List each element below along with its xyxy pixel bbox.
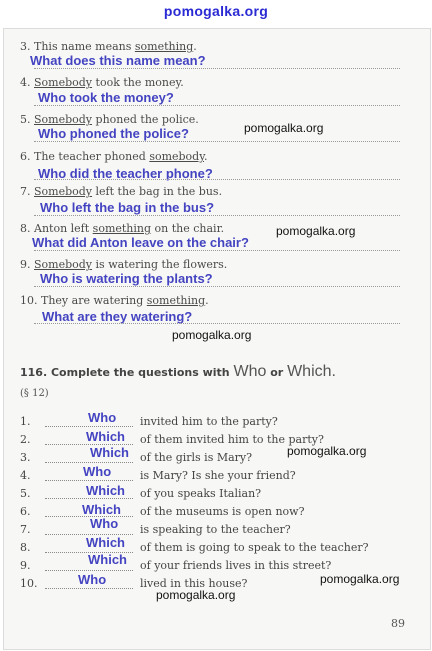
item-number: 7. (20, 185, 31, 198)
item-underlined: something (134, 40, 194, 53)
item-text-post: took the money. (92, 76, 184, 89)
item-underlined: Somebody (34, 185, 93, 198)
question-number: 1. (20, 415, 31, 428)
answer-text: Who is watering the plants? (40, 271, 213, 286)
question-answer: Who (78, 572, 107, 587)
exercise-number: 116. (20, 366, 48, 379)
exercise-item (20, 76, 184, 89)
item-number: 5. (20, 113, 31, 126)
question-text: of the museums is open now? (140, 505, 305, 518)
answer-text: Who phoned the police? (38, 126, 189, 141)
question-text: of them is going to speak to the teacher? (140, 541, 369, 554)
question-answer: Who (88, 410, 117, 425)
question-text: of the girls is Mary? (140, 451, 253, 464)
exercise-heading (20, 363, 336, 381)
question-number: 10. (20, 577, 38, 590)
exercise-item (20, 294, 209, 307)
answer-text: Who did the teacher phone? (38, 166, 213, 181)
answer-text: Who took the money? (38, 90, 174, 105)
page-number: 89 (391, 617, 405, 630)
question-number: 5. (20, 487, 31, 500)
question-number: 3. (20, 451, 31, 464)
exercise-item (20, 113, 199, 126)
question-text: is speaking to the teacher? (140, 523, 291, 536)
answer-blank (45, 480, 133, 481)
item-number: 3. (20, 40, 31, 53)
answer-text: Who left the bag in the bus? (40, 200, 215, 215)
answer-blank (45, 426, 133, 427)
answer-text: What are they watering? (42, 309, 193, 324)
item-underlined: something (92, 222, 152, 235)
item-number: 6. (20, 150, 31, 163)
answer-line (34, 286, 400, 287)
question-text: lived in this house? (140, 577, 248, 590)
item-underlined: Somebody (34, 76, 93, 89)
watermark: pomogalka.org (320, 572, 400, 586)
item-number: 8. (20, 222, 31, 235)
keyword-or: or (270, 366, 284, 379)
keyword-which: Which. (287, 363, 336, 380)
question-answer: Which (82, 502, 121, 517)
question-number: 4. (20, 469, 31, 482)
exercise-item (20, 40, 197, 53)
question-number: 8. (20, 541, 31, 554)
grammar-reference: (§ 12) (20, 388, 49, 399)
question-answer: Which (86, 429, 125, 444)
item-text-post: left the bag in the bus. (92, 185, 223, 198)
item-text-post: phoned the police. (92, 113, 199, 126)
item-text-post: . (203, 150, 208, 163)
item-text-post: on the chair. (151, 222, 225, 235)
question-number: 7. (20, 523, 31, 536)
question-answer: Who (90, 516, 119, 531)
answer-line (34, 250, 400, 251)
exercise-item (20, 222, 224, 235)
question-answer: Which (86, 483, 125, 498)
exercise-instruction: Complete the questions with (50, 366, 230, 379)
answer-line (34, 215, 400, 216)
answer-blank (45, 498, 133, 499)
answer-line (34, 68, 400, 69)
question-text: of them invited him to the party? (140, 433, 324, 446)
item-text-post: is watering the flowers. (92, 258, 228, 271)
exercise-item (20, 185, 222, 198)
answer-blank (45, 462, 133, 463)
watermark: pomogalka.org (172, 328, 252, 342)
watermark: pomogalka.org (244, 121, 324, 135)
question-text: of your friends lives in this street? (140, 559, 332, 572)
item-underlined: something (146, 294, 206, 307)
item-number: 10. (20, 294, 38, 307)
item-text-post: . (193, 40, 197, 53)
item-text-pre: Anton left (34, 222, 93, 235)
item-number: 4. (20, 76, 31, 89)
answer-line (34, 141, 400, 142)
item-text-pre: The teacher phoned (34, 150, 150, 163)
answer-text: What does this name mean? (30, 53, 206, 68)
answer-line (34, 105, 400, 106)
question-number: 6. (20, 505, 31, 518)
item-underlined: Somebody (34, 113, 93, 126)
question-answer: Which (90, 445, 129, 460)
question-text: invited him to the party? (140, 415, 278, 428)
exercise-item (20, 258, 227, 271)
question-text: is Mary? Is she your friend? (140, 469, 296, 482)
site-header: pomogalka.org (163, 3, 269, 19)
exercise-item (20, 150, 207, 163)
item-number: 9. (20, 258, 31, 271)
item-underlined: Somebody (34, 258, 93, 271)
keyword-who: Who (233, 363, 267, 380)
answer-blank (45, 588, 133, 589)
item-text-pre: They are watering (41, 294, 147, 307)
watermark: pomogalka.org (276, 224, 356, 238)
watermark: pomogalka.org (287, 444, 367, 458)
question-number: 2. (20, 433, 31, 446)
item-text-pre: This name means (34, 40, 135, 53)
question-answer: Which (88, 552, 127, 567)
answer-blank (45, 570, 133, 571)
question-answer: Who (83, 464, 112, 479)
watermark: pomogalka.org (156, 588, 236, 602)
item-underlined: somebody (149, 150, 204, 163)
item-text-post: . (205, 294, 209, 307)
question-answer: Which (86, 535, 125, 550)
answer-line (34, 179, 400, 180)
question-text: of you speaks Italian? (140, 487, 262, 500)
answer-line (34, 323, 400, 324)
answer-text: What did Anton leave on the chair? (32, 235, 249, 250)
question-number: 9. (20, 559, 31, 572)
